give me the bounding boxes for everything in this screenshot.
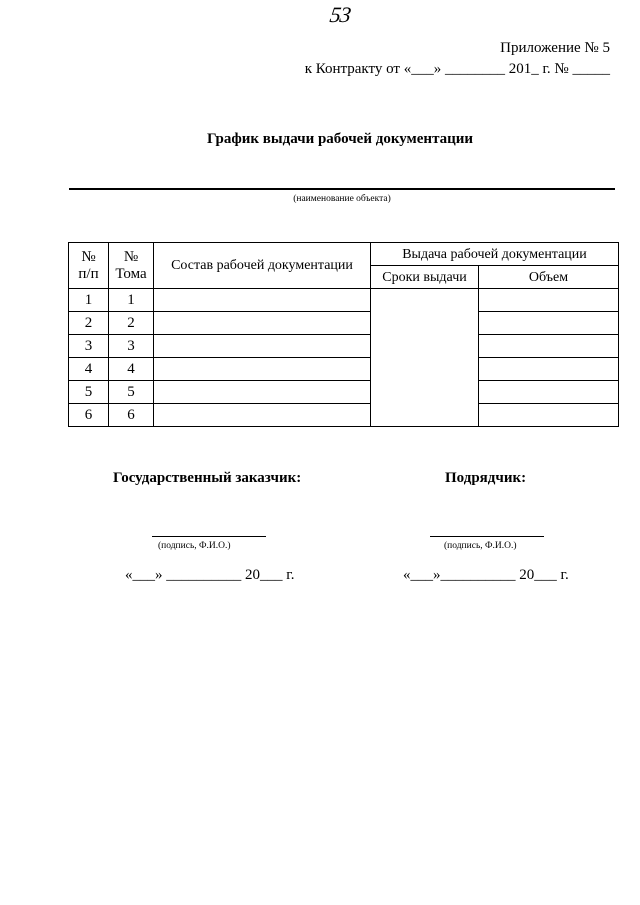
cell-volume: 3: [109, 335, 154, 358]
cell-no: 6: [69, 404, 109, 427]
contractor-signature-line: [430, 536, 544, 537]
cell-no: 4: [69, 358, 109, 381]
cell-issue-volume: [479, 358, 619, 381]
object-name-line: [69, 188, 615, 190]
object-name-caption: (наименование объекта): [293, 194, 391, 204]
table-row: [69, 404, 619, 427]
cell-issue-dates: [371, 289, 479, 427]
cell-no: 3: [69, 335, 109, 358]
header-no: [69, 243, 109, 289]
cell-composition: [154, 381, 371, 404]
cell-volume: 6: [109, 404, 154, 427]
header-volume-line1: №: [123, 248, 139, 265]
customer-signature-caption: (подпись, Ф.И.О.): [158, 541, 231, 551]
contractor-signature-caption: (подпись, Ф.И.О.): [444, 541, 517, 551]
cell-composition: [154, 335, 371, 358]
cell-volume: 4: [109, 358, 154, 381]
cell-issue-volume: [479, 312, 619, 335]
document-title: График выдачи рабочей документации: [206, 131, 474, 147]
cell-volume: 2: [109, 312, 154, 335]
cell-issue-volume: [479, 335, 619, 358]
header-issue-group: Выдача рабочей документации: [371, 243, 619, 266]
cell-issue-volume: [479, 289, 619, 312]
cell-issue-volume: [479, 404, 619, 427]
cell-composition: [154, 404, 371, 427]
table-row: [69, 289, 619, 312]
page-number: 53: [328, 2, 352, 27]
header-no-line2: п/п: [78, 265, 99, 282]
header-volume: [109, 243, 154, 289]
customer-heading: Государственный заказчик:: [113, 470, 302, 486]
appendix-label: Приложение № 5: [500, 40, 610, 56]
cell-no: 2: [69, 312, 109, 335]
cell-volume: 5: [109, 381, 154, 404]
cell-no: 1: [69, 289, 109, 312]
cell-composition: [154, 289, 371, 312]
cell-volume: 1: [109, 289, 154, 312]
cell-composition: [154, 312, 371, 335]
contractor-date-line: «___»__________ 20___ г.: [403, 567, 569, 583]
table-row: [69, 381, 619, 404]
customer-date-line: «___» __________ 20___ г.: [125, 567, 295, 583]
header-issue-dates: Сроки выдачи: [371, 266, 479, 289]
table-row: [69, 335, 619, 358]
table-row: [69, 358, 619, 381]
contract-reference: к Контракту от «___» ________ 201_ г. № _____: [304, 61, 610, 77]
contractor-heading: Подрядчик:: [445, 470, 527, 486]
cell-composition: [154, 358, 371, 381]
header-volume-line2: Тома: [115, 265, 147, 282]
cell-issue-volume: [479, 381, 619, 404]
cell-no: 5: [69, 381, 109, 404]
header-issue-volume: Объем: [479, 266, 619, 289]
customer-signature-line: [152, 536, 266, 537]
header-composition: Состав рабочей документации: [154, 243, 371, 289]
issue-schedule-table: [68, 242, 619, 427]
table-row: [69, 312, 619, 335]
header-no-line1: №: [81, 248, 96, 265]
